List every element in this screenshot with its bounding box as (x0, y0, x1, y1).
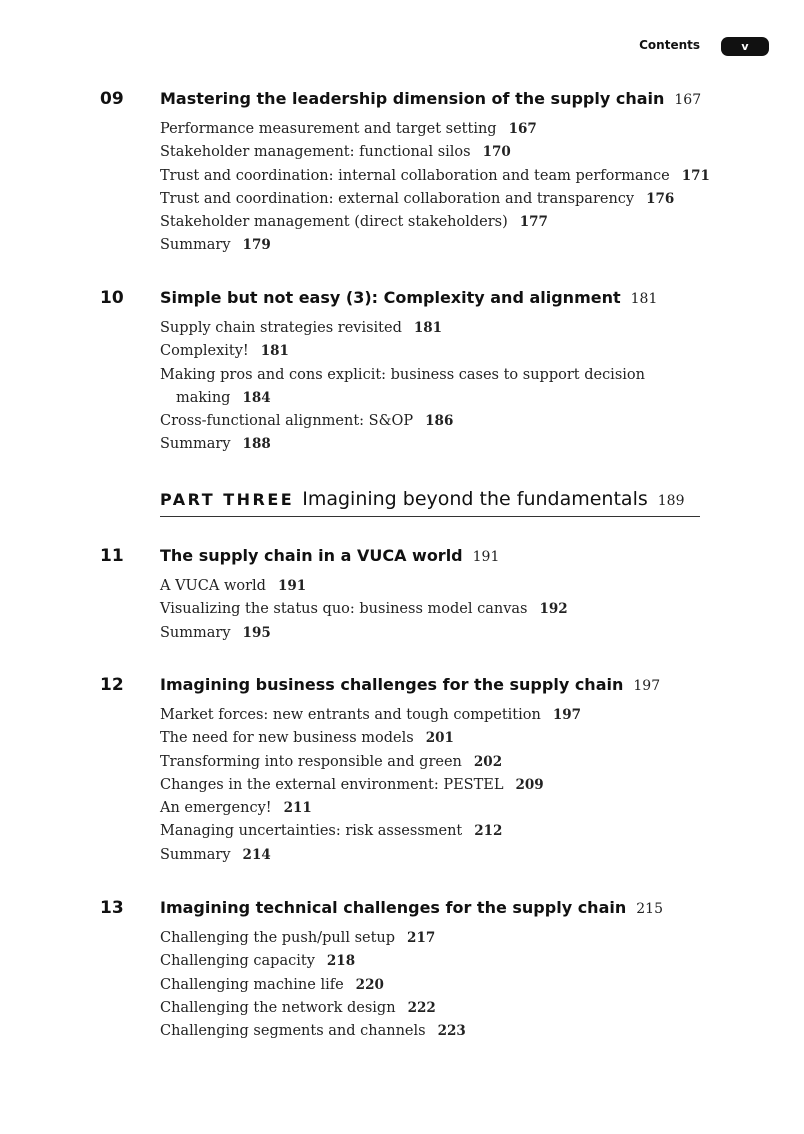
section-entry[interactable]: Challenging capacity 218 (160, 953, 356, 970)
section-page: 184 (242, 389, 271, 406)
part-title[interactable]: Imagining beyond the fundamentals (302, 488, 648, 510)
chapter-page: 181 (630, 291, 658, 307)
section-page: 177 (519, 214, 548, 231)
part-label: PART THREE (160, 490, 295, 509)
header-label: Contents (639, 38, 700, 52)
chapter-title[interactable]: The supply chain in a VUCA world 191 (160, 546, 500, 565)
section-page: 191 (277, 578, 307, 594)
chapter-page: 191 (472, 549, 500, 565)
section-page: 192 (539, 601, 568, 618)
section-entry[interactable]: Changes in the external environment: PESTEL 209 (160, 776, 544, 793)
section-page: 209 (515, 776, 544, 793)
section-page: 181 (413, 320, 443, 336)
section-page: 202 (473, 753, 503, 770)
chapter-number: 13 (100, 898, 124, 918)
section-page: 167 (508, 121, 537, 137)
chapter-title[interactable]: Mastering the leadership dimension of the supply chain 167 (160, 89, 702, 108)
section-entry[interactable]: Cross-functional alignment: S&OP 186 (160, 413, 454, 430)
section-page: 186 (425, 413, 454, 430)
chapter-page: 167 (674, 92, 702, 108)
section-entry[interactable]: Stakeholder management: functional silos 170 (160, 144, 511, 161)
chapter-number: 09 (100, 89, 124, 109)
section-page: 217 (407, 930, 436, 946)
part-heading (160, 488, 700, 517)
chapter-page: 215 (636, 901, 663, 917)
section-page: 214 (242, 846, 271, 863)
section-entry[interactable]: Summary 179 (160, 237, 271, 254)
chapter-number: 10 (100, 288, 124, 308)
chapter-title[interactable]: Imagining business challenges for the supply chain 197 (160, 675, 661, 694)
section-list (160, 704, 581, 867)
section-entry[interactable]: Performance measurement and target setting 167 (160, 121, 537, 137)
section-page: 218 (326, 953, 356, 970)
chapter-title[interactable]: Simple but not easy (3): Complexity and alignment 181 (160, 288, 658, 307)
section-page: 170 (482, 144, 511, 161)
section-page: 201 (425, 730, 454, 747)
section-page: 171 (681, 167, 710, 184)
chapter-number: 12 (100, 675, 124, 695)
section-page: 179 (242, 237, 271, 254)
section-page: 220 (355, 976, 384, 993)
section-entry[interactable]: Making pros and cons explicit: business cases to support decision (160, 366, 645, 383)
section-entry[interactable]: A VUCA world 191 (160, 578, 307, 594)
section-page: 176 (646, 190, 675, 207)
chapter-title[interactable]: Imagining technical challenges for the supply chain 215 (160, 898, 663, 917)
section-entry[interactable]: Summary 195 (160, 624, 271, 641)
chapter-page: 197 (633, 678, 661, 694)
section-entry[interactable]: Market forces: new entrants and tough competition 197 (160, 707, 582, 723)
section-entry[interactable]: Stakeholder management (direct stakeholders) 177 (160, 214, 548, 231)
section-page: 195 (242, 624, 271, 641)
section-entry[interactable]: Supply chain strategies revisited 181 (160, 320, 443, 336)
section-entry[interactable]: Visualizing the status quo: business model canvas 192 (160, 601, 568, 618)
section-entry[interactable]: Trust and coordination: external collaboration and transparency 176 (160, 190, 675, 207)
section-list (160, 118, 710, 258)
section-list (160, 575, 568, 645)
chapter-number: 11 (100, 546, 124, 566)
section-page: 212 (474, 823, 503, 840)
section-page: 197 (552, 707, 582, 723)
section-entry[interactable]: Managing uncertainties: risk assessment 212 (160, 823, 503, 840)
section-list (160, 927, 466, 1043)
part-page: 189 (657, 493, 685, 509)
section-page: 222 (407, 999, 436, 1016)
section-entry[interactable]: An emergency! 211 (160, 800, 312, 817)
section-entry[interactable]: Transforming into responsible and green 202 (160, 753, 503, 770)
section-list (160, 317, 645, 457)
section-page: 223 (437, 1023, 466, 1040)
section-page: 188 (242, 436, 271, 453)
section-entry[interactable]: Complexity! 181 (160, 343, 289, 360)
page-number-badge: v (721, 37, 769, 56)
section-entry[interactable]: Trust and coordination: internal collaboration and team performance 171 (160, 167, 710, 184)
section-entry[interactable]: Challenging machine life 220 (160, 976, 384, 993)
section-page: 211 (283, 800, 312, 817)
section-entry[interactable]: Challenging the network design 222 (160, 999, 436, 1016)
section-entry[interactable]: The need for new business models 201 (160, 730, 454, 747)
section-entry[interactable]: Challenging the push/pull setup 217 (160, 930, 436, 946)
section-entry[interactable]: Challenging segments and channels 223 (160, 1023, 466, 1040)
section-entry[interactable]: Summary 188 (160, 436, 271, 453)
section-page: 181 (260, 343, 289, 360)
section-entry-continued[interactable]: making 184 (176, 389, 271, 406)
section-entry[interactable]: Summary 214 (160, 846, 271, 863)
